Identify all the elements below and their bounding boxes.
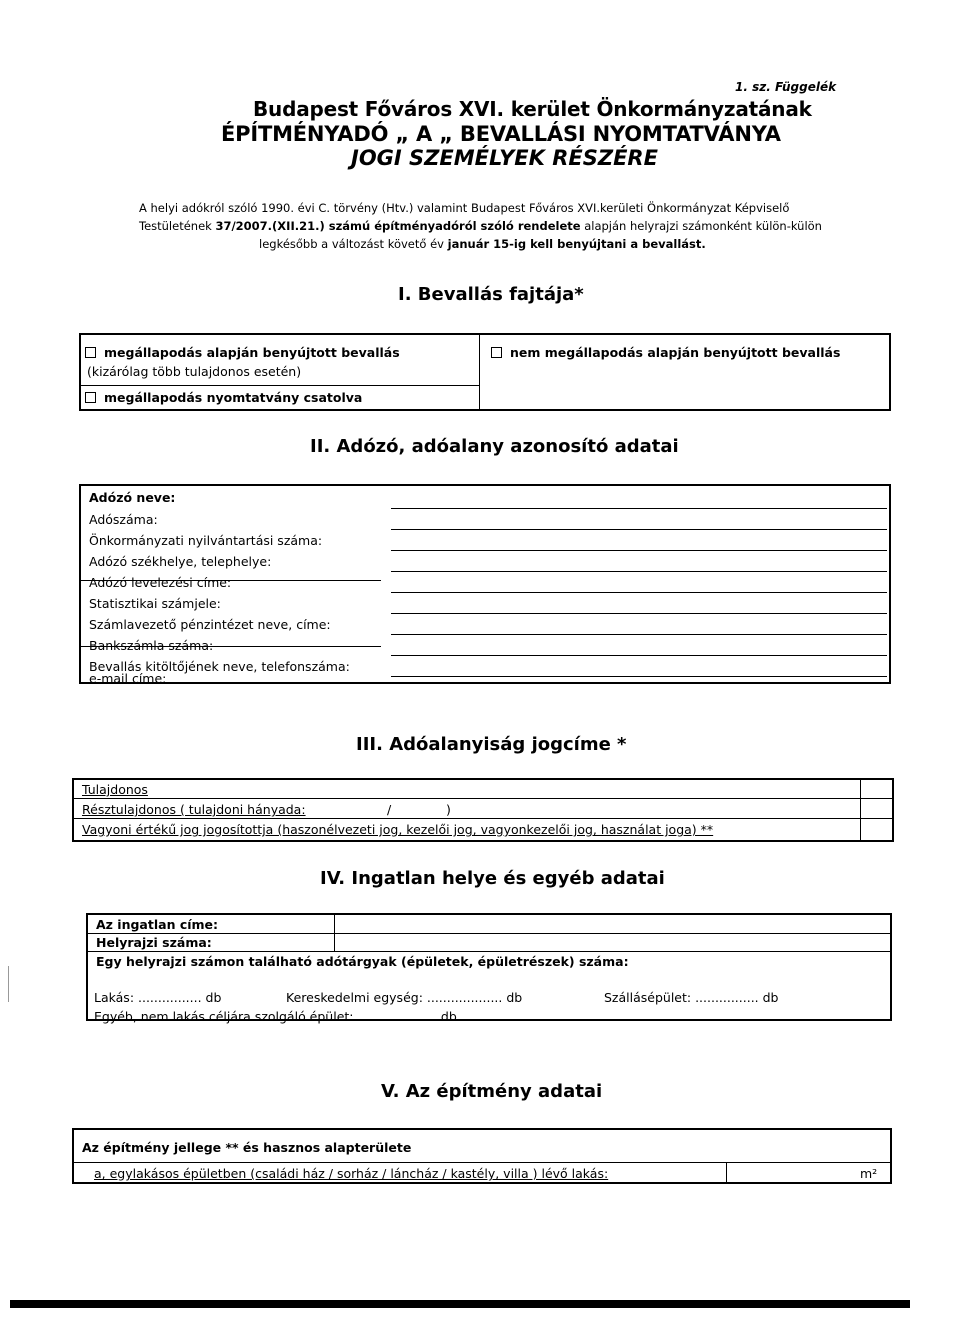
- field-seat: Adózó székhelye, telephelye:: [89, 554, 272, 569]
- option-no-agreement-label: nem megállapodás alapján benyújtott bevallás: [510, 345, 841, 360]
- divider: [479, 335, 480, 409]
- divider: [74, 798, 892, 799]
- divider: [74, 1162, 890, 1163]
- field-bank-account: Bankszámla száma:: [89, 638, 214, 653]
- unit-m2: m²: [860, 1166, 878, 1181]
- intro-line-3: [139, 235, 849, 253]
- intro-line-1: A helyi adókról szóló 1990. évi C. törvény (Htv.) valamint Budapest Főváros XVI.kerületi Önkormányzat Képviselő: [139, 201, 790, 215]
- field-bank-name: Számlavezető pénzintézet neve, címe:: [89, 617, 331, 632]
- input-line[interactable]: [391, 655, 887, 656]
- scan-mark: [8, 966, 9, 1002]
- field-email: e-mail címe:: [89, 671, 167, 686]
- tax-subject-box: [72, 778, 894, 842]
- field-taxpayer-name: Adózó neve:: [89, 490, 176, 505]
- input-line[interactable]: [391, 508, 887, 509]
- section-4-title: IV. Ingatlan helye és egyéb adatai: [320, 868, 665, 889]
- intro-line-3b: január 15-ig kell benyújtani a bevallást.: [447, 237, 706, 251]
- row-co-owner: Résztulajdonos ( tulajdoni hányada:: [82, 802, 306, 817]
- divider: [88, 933, 890, 934]
- divider: [860, 780, 861, 840]
- field-registry-number: Önkormányzati nyilvántartási száma:: [89, 533, 323, 548]
- intro-line-2: [139, 217, 849, 235]
- option-agreement[interactable]: [85, 345, 400, 360]
- divider: [88, 951, 890, 952]
- row-property-right: Vagyoni értékű jog jogosítottja (haszonélvezeti jog, kezelői jog, vagyonkezelői jog, használat joga) **: [82, 822, 714, 837]
- appendix-label: 1. sz. Függelék: [735, 80, 837, 94]
- option-no-agreement[interactable]: [491, 345, 840, 360]
- section-1-title: I. Bevallás fajtája*: [398, 284, 584, 305]
- field-statistical-code: Statisztikai számjele:: [89, 596, 221, 611]
- taxpayer-data-box: [79, 484, 891, 684]
- intro-line-2c: alapján helyrajzi számonként külön-külön: [580, 219, 822, 233]
- field-tax-number: Adószáma:: [89, 512, 158, 527]
- checkbox-icon[interactable]: [85, 392, 96, 403]
- row-a-single-flat: a, egylakásos épületben (családi ház / sorház / láncház / kastély, villa ) lévő lakás:: [94, 1166, 609, 1181]
- checkbox-icon[interactable]: [85, 347, 96, 358]
- field-object-count: Egy helyrajzi számon található adótárgyak (épületek, épületrészek) száma:: [96, 954, 629, 969]
- share-close: ): [446, 802, 451, 817]
- input-line[interactable]: [391, 571, 887, 572]
- divider: [74, 818, 892, 819]
- section-2-title: II. Adózó, adóalany azonosító adatai: [310, 436, 679, 457]
- count-other[interactable]: Egyéb, nem lakás céljára szolgáló épület: .................... db: [94, 1009, 457, 1024]
- field-filler-name: Bevallás kitöltőjének neve, telefonszáma:: [89, 659, 350, 674]
- checkbox-icon[interactable]: [491, 347, 502, 358]
- input-line[interactable]: [391, 550, 887, 551]
- building-data-box: [72, 1128, 892, 1184]
- intro-line-2a: Testületének: [139, 219, 216, 233]
- option-agreement-label: megállapodás alapján benyújtott bevallás: [104, 345, 400, 360]
- count-flat[interactable]: Lakás: ................ db: [94, 990, 222, 1005]
- field-lot-number: Helyrajzi száma:: [96, 935, 212, 950]
- intro-line-3a: legkésőbb a változást követő év: [259, 237, 448, 251]
- field-mailing-address: Adózó levelezési címe:: [89, 575, 232, 590]
- property-box: [86, 913, 892, 1024]
- input-line[interactable]: [391, 613, 887, 614]
- input-line[interactable]: [391, 676, 887, 677]
- field-address: Az ingatlan címe:: [96, 917, 219, 932]
- row-owner: Tulajdonos: [82, 782, 148, 797]
- title-line-2: ÉPÍTMÉNYADÓ „ A „ BEVALLÁSI NYOMTATVÁNYA: [221, 122, 781, 146]
- count-commercial[interactable]: Kereskedelmi egység: ................... db: [286, 990, 523, 1005]
- building-header: Az építmény jellege ** és hasznos alapterülete: [82, 1140, 412, 1155]
- title-line-3: JOGI SZEMÉLYEK RÉSZÉRE: [351, 146, 658, 170]
- input-line[interactable]: [391, 592, 887, 593]
- option-agreement-note: (kizárólag több tulajdonos esetén): [87, 364, 302, 379]
- title-line-1: Budapest Főváros XVI. kerület Önkormányzatának: [253, 97, 812, 121]
- page-bottom-bar: [10, 1300, 910, 1308]
- intro-line-2b: 37/2007.(XII.21.) számú építményadóról szóló rendelete: [215, 219, 581, 233]
- option-agreement-attached[interactable]: [85, 390, 362, 405]
- section-3-title: III. Adóalanyiság jogcíme *: [356, 734, 627, 755]
- input-line[interactable]: [391, 529, 887, 530]
- input-line[interactable]: [391, 634, 887, 635]
- declaration-type-box: [79, 333, 891, 411]
- count-lodging[interactable]: Szállásépület: ................ db: [604, 990, 779, 1005]
- option-agreement-attached-label: megállapodás nyomtatvány csatolva: [104, 390, 363, 405]
- divider: [81, 385, 479, 386]
- divider: [334, 915, 335, 951]
- section-5-title: V. Az építmény adatai: [381, 1081, 603, 1102]
- share-slash: /: [387, 802, 392, 817]
- divider: [726, 1162, 727, 1182]
- intro-text: [139, 199, 849, 253]
